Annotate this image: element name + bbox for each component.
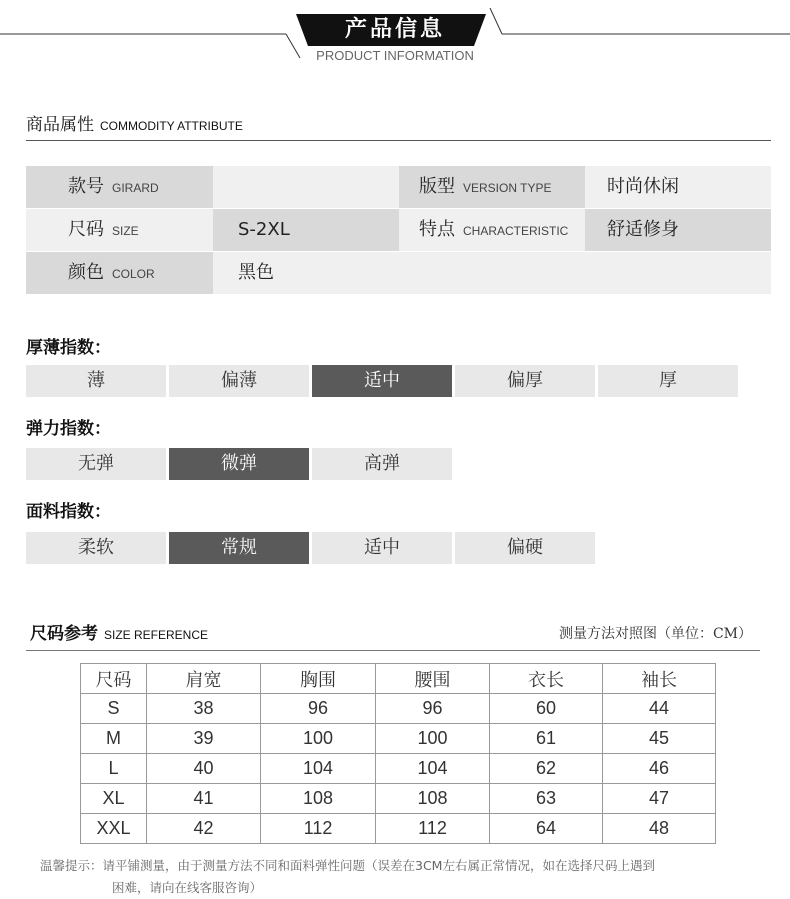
- size-note-line2: 困难，请向在线客服咨询）: [112, 880, 263, 895]
- table-cell: 108: [261, 784, 376, 814]
- attr-value-color: 黑色: [213, 252, 771, 294]
- table-cell: 41: [147, 784, 261, 814]
- elasticity-index-label: 弹力指数：: [26, 419, 111, 439]
- table-cell: 47: [603, 784, 716, 814]
- table-cell: 100: [376, 724, 490, 754]
- size-reference-heading: [30, 619, 208, 644]
- table-cell: 63: [490, 784, 603, 814]
- elasticity-option: 高弹: [312, 448, 452, 480]
- commodity-title-en: COMMODITY ATTRIBUTE: [100, 119, 243, 133]
- table-row: [81, 814, 716, 844]
- table-cell: L: [81, 754, 147, 784]
- thickness-option: 薄: [26, 365, 166, 397]
- attr-value-style-no: [213, 166, 399, 208]
- size-title-cn: 尺码参考: [30, 624, 98, 644]
- attr-value-feature: 舒适修身: [585, 209, 771, 251]
- table-header: 尺码: [81, 664, 147, 694]
- table-cell: 38: [147, 694, 261, 724]
- thickness-option-selected: 适中: [312, 365, 452, 397]
- table-cell: 44: [603, 694, 716, 724]
- table-cell: 112: [376, 814, 490, 844]
- table-header: 腰围: [376, 664, 490, 694]
- attr-label-color: 颜色 COLOR: [26, 252, 213, 294]
- table-row: [81, 784, 716, 814]
- table-cell: 96: [376, 694, 490, 724]
- table-cell: 40: [147, 754, 261, 784]
- table-cell: XL: [81, 784, 147, 814]
- thickness-index-label: 厚薄指数：: [26, 338, 111, 358]
- thickness-option: 厚: [598, 365, 738, 397]
- table-cell: 39: [147, 724, 261, 754]
- size-title-en: SIZE REFERENCE: [104, 628, 209, 642]
- attr-label-style-no: 款号 GIRARD: [26, 166, 213, 208]
- table-cell: 61: [490, 724, 603, 754]
- table-row: [81, 724, 716, 754]
- table-cell: 100: [261, 724, 376, 754]
- table-header: 衣长: [490, 664, 603, 694]
- table-header: 胸围: [261, 664, 376, 694]
- commodity-title-cn: 商品属性: [26, 115, 94, 135]
- fabric-index-label: 面料指数：: [26, 502, 111, 522]
- attr-value-version: 时尚休闲: [585, 166, 771, 208]
- divider: [26, 140, 771, 141]
- elasticity-option-selected: 微弹: [169, 448, 309, 480]
- table-cell: 48: [603, 814, 716, 844]
- attr-label-version: 版型 VERSION TYPE: [399, 166, 585, 208]
- table-cell: 46: [603, 754, 716, 784]
- table-cell: M: [81, 724, 147, 754]
- table-cell: 108: [376, 784, 490, 814]
- header-subtitle: PRODUCT INFORMATION: [316, 48, 474, 63]
- table-cell: XXL: [81, 814, 147, 844]
- commodity-heading: [26, 110, 243, 135]
- attr-label-size: 尺码 SIZE: [26, 209, 213, 251]
- table-cell: 45: [603, 724, 716, 754]
- attr-label-feature: 特点 CHARACTERISTIC: [399, 209, 585, 251]
- table-cell: 96: [261, 694, 376, 724]
- table-cell: S: [81, 694, 147, 724]
- measure-method-label: 测量方法对照图（单位：CM）: [558, 626, 752, 642]
- header-title: 产品信息: [344, 17, 445, 42]
- fabric-option: 偏硬: [455, 532, 595, 564]
- table-cell: 42: [147, 814, 261, 844]
- table-cell: 62: [490, 754, 603, 784]
- table-header: 肩宽: [147, 664, 261, 694]
- thickness-option: 偏厚: [455, 365, 595, 397]
- table-cell: 104: [261, 754, 376, 784]
- size-table: [80, 663, 716, 844]
- elasticity-option: 无弹: [26, 448, 166, 480]
- table-header-row: [81, 664, 716, 694]
- divider: [26, 650, 760, 651]
- table-row: [81, 694, 716, 724]
- fabric-option: 适中: [312, 532, 452, 564]
- thickness-option: 偏薄: [169, 365, 309, 397]
- table-cell: 112: [261, 814, 376, 844]
- table-cell: 64: [490, 814, 603, 844]
- fabric-option-selected: 常规: [169, 532, 309, 564]
- attr-value-size: S-2XL: [213, 209, 399, 251]
- fabric-option: 柔软: [26, 532, 166, 564]
- table-cell: 104: [376, 754, 490, 784]
- size-note-line1: 温馨提示：请平铺测量，由于测量方法不同和面料弹性问题（误差在3CM左右属正常情况，如在选择尺码上遇到: [40, 858, 655, 873]
- table-row: [81, 754, 716, 784]
- table-header: 袖长: [603, 664, 716, 694]
- table-cell: 60: [490, 694, 603, 724]
